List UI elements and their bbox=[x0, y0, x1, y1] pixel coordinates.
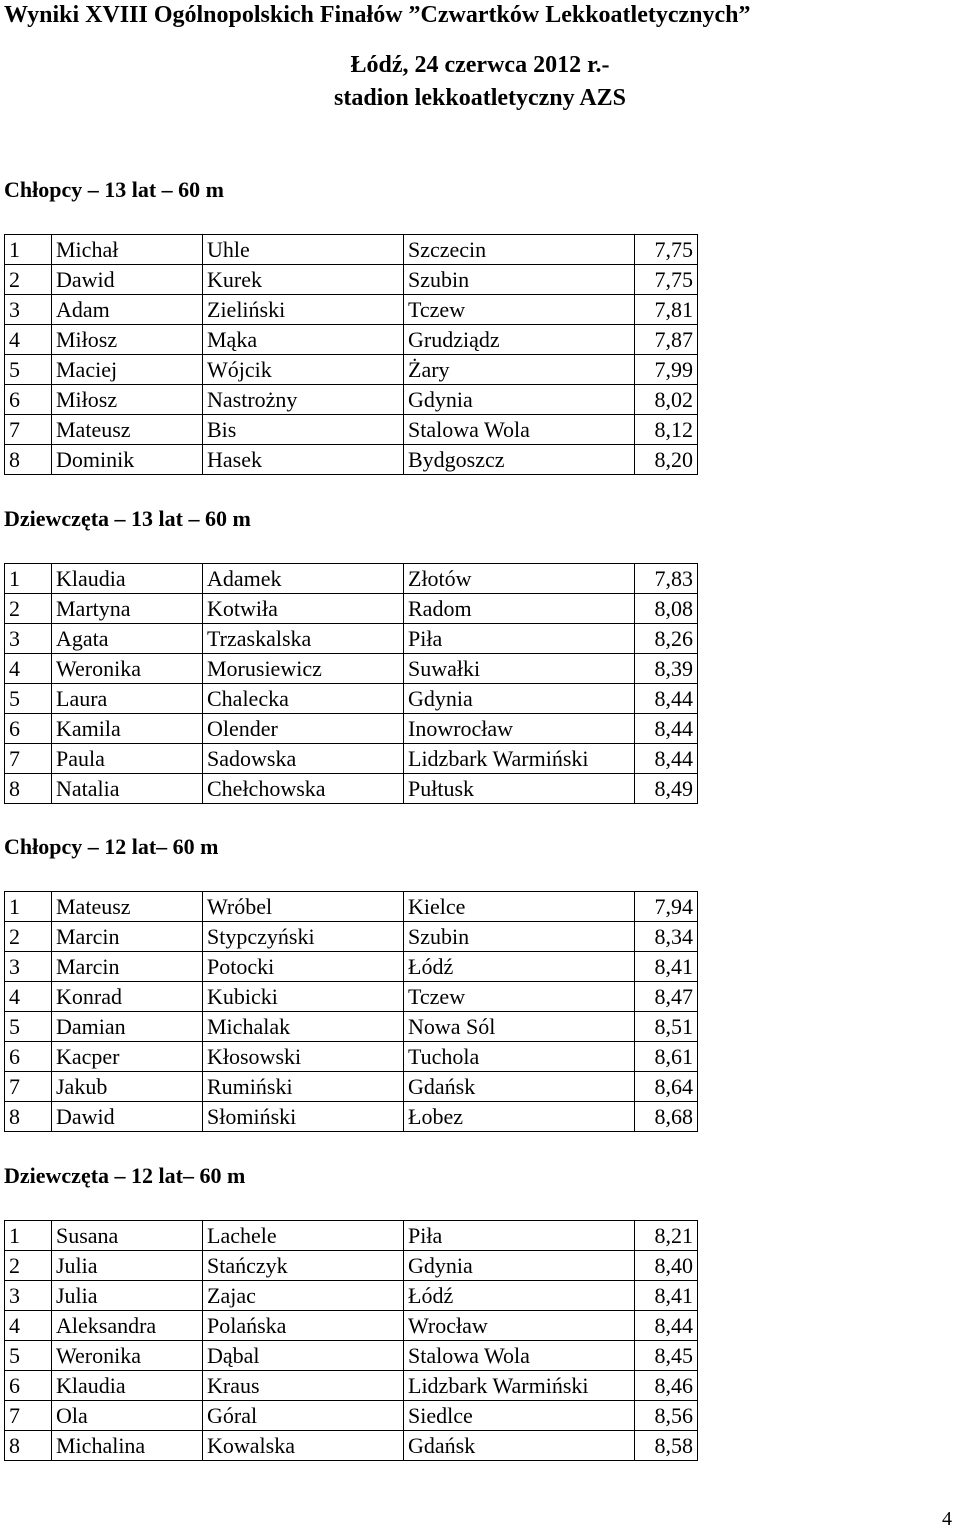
time-cell: 7,94 bbox=[635, 892, 698, 922]
place-cell: 3 bbox=[5, 952, 52, 982]
last-name-cell: Olender bbox=[203, 714, 404, 744]
time-cell: 8,51 bbox=[635, 1012, 698, 1042]
document-subtitle-venue: stadion lekkoatletyczny AZS bbox=[333, 85, 627, 111]
last-name-cell: Słomiński bbox=[203, 1102, 404, 1132]
table-row bbox=[5, 1072, 698, 1102]
time-cell: 8,40 bbox=[635, 1251, 698, 1281]
table-row bbox=[5, 774, 698, 804]
time-cell: 7,75 bbox=[635, 265, 698, 295]
city-cell: Stalowa Wola bbox=[404, 415, 635, 445]
city-cell: Szubin bbox=[404, 922, 635, 952]
time-cell: 8,12 bbox=[635, 415, 698, 445]
first-name-cell: Marcin bbox=[52, 922, 203, 952]
first-name-cell: Julia bbox=[52, 1281, 203, 1311]
last-name-cell: Uhle bbox=[203, 235, 404, 265]
city-cell: Stalowa Wola bbox=[404, 1341, 635, 1371]
city-cell: Kielce bbox=[404, 892, 635, 922]
last-name-cell: Chełchowska bbox=[203, 774, 404, 804]
table-row bbox=[5, 684, 698, 714]
time-cell: 8,26 bbox=[635, 624, 698, 654]
city-cell: Tczew bbox=[404, 295, 635, 325]
table-row bbox=[5, 325, 698, 355]
time-cell: 8,21 bbox=[635, 1221, 698, 1251]
last-name-cell: Nastrożny bbox=[203, 385, 404, 415]
last-name-cell: Kowalska bbox=[203, 1431, 404, 1461]
time-cell: 8,44 bbox=[635, 684, 698, 714]
place-cell: 3 bbox=[5, 624, 52, 654]
city-cell: Łódź bbox=[404, 952, 635, 982]
table-row bbox=[5, 1042, 698, 1072]
last-name-cell: Michalak bbox=[203, 1012, 404, 1042]
table-row bbox=[5, 1401, 698, 1431]
last-name-cell: Kłosowski bbox=[203, 1042, 404, 1072]
place-cell: 6 bbox=[5, 1371, 52, 1401]
time-cell: 8,34 bbox=[635, 922, 698, 952]
city-cell: Łódź bbox=[404, 1281, 635, 1311]
city-cell: Lidzbark Warmiński bbox=[404, 744, 635, 774]
table-row bbox=[5, 1012, 698, 1042]
time-cell: 7,99 bbox=[635, 355, 698, 385]
place-cell: 5 bbox=[5, 684, 52, 714]
first-name-cell: Ola bbox=[52, 1401, 203, 1431]
city-cell: Nowa Sól bbox=[404, 1012, 635, 1042]
table-row bbox=[5, 892, 698, 922]
city-cell: Grudziądz bbox=[404, 325, 635, 355]
first-name-cell: Damian bbox=[52, 1012, 203, 1042]
first-name-cell: Paula bbox=[52, 744, 203, 774]
place-cell: 2 bbox=[5, 265, 52, 295]
place-cell: 2 bbox=[5, 922, 52, 952]
last-name-cell: Adamek bbox=[203, 564, 404, 594]
section-heading: Chłopcy – 13 lat – 60 m bbox=[4, 177, 224, 202]
first-name-cell: Dominik bbox=[52, 445, 203, 475]
table-row bbox=[5, 594, 698, 624]
city-cell: Żary bbox=[404, 355, 635, 385]
city-cell: Inowrocław bbox=[404, 714, 635, 744]
table-row bbox=[5, 1221, 698, 1251]
last-name-cell: Mąka bbox=[203, 325, 404, 355]
place-cell: 8 bbox=[5, 774, 52, 804]
last-name-cell: Kurek bbox=[203, 265, 404, 295]
time-cell: 8,44 bbox=[635, 714, 698, 744]
city-cell: Suwałki bbox=[404, 654, 635, 684]
first-name-cell: Kacper bbox=[52, 1042, 203, 1072]
city-cell: Tuchola bbox=[404, 1042, 635, 1072]
first-name-cell: Michalina bbox=[52, 1431, 203, 1461]
time-cell: 7,75 bbox=[635, 235, 698, 265]
first-name-cell: Dawid bbox=[52, 265, 203, 295]
time-cell: 8,61 bbox=[635, 1042, 698, 1072]
page-number: 4 bbox=[942, 1508, 952, 1530]
results-table bbox=[4, 891, 698, 1132]
time-cell: 8,20 bbox=[635, 445, 698, 475]
table-row bbox=[5, 235, 698, 265]
table-row bbox=[5, 295, 698, 325]
time-cell: 8,46 bbox=[635, 1371, 698, 1401]
time-cell: 8,41 bbox=[635, 1281, 698, 1311]
time-cell: 8,45 bbox=[635, 1341, 698, 1371]
last-name-cell: Kubicki bbox=[203, 982, 404, 1012]
city-cell: Szubin bbox=[404, 265, 635, 295]
first-name-cell: Laura bbox=[52, 684, 203, 714]
section-heading: Chłopcy – 12 lat– 60 m bbox=[4, 834, 219, 859]
last-name-cell: Wójcik bbox=[203, 355, 404, 385]
city-cell: Gdańsk bbox=[404, 1072, 635, 1102]
first-name-cell: Marcin bbox=[52, 952, 203, 982]
last-name-cell: Lachele bbox=[203, 1221, 404, 1251]
results-table bbox=[4, 234, 698, 475]
table-row bbox=[5, 355, 698, 385]
time-cell: 8,02 bbox=[635, 385, 698, 415]
first-name-cell: Kamila bbox=[52, 714, 203, 744]
results-table bbox=[4, 563, 698, 804]
last-name-cell: Kraus bbox=[203, 1371, 404, 1401]
table-row bbox=[5, 415, 698, 445]
place-cell: 6 bbox=[5, 1042, 52, 1072]
last-name-cell: Polańska bbox=[203, 1311, 404, 1341]
city-cell: Łobez bbox=[404, 1102, 635, 1132]
first-name-cell: Aleksandra bbox=[52, 1311, 203, 1341]
first-name-cell: Mateusz bbox=[52, 415, 203, 445]
first-name-cell: Maciej bbox=[52, 355, 203, 385]
place-cell: 7 bbox=[5, 744, 52, 774]
table-row bbox=[5, 1102, 698, 1132]
last-name-cell: Kotwiła bbox=[203, 594, 404, 624]
time-cell: 8,44 bbox=[635, 1311, 698, 1341]
city-cell: Gdynia bbox=[404, 684, 635, 714]
table-row bbox=[5, 1311, 698, 1341]
time-cell: 8,49 bbox=[635, 774, 698, 804]
time-cell: 8,68 bbox=[635, 1102, 698, 1132]
last-name-cell: Góral bbox=[203, 1401, 404, 1431]
city-cell: Szczecin bbox=[404, 235, 635, 265]
place-cell: 5 bbox=[5, 355, 52, 385]
first-name-cell: Klaudia bbox=[52, 1371, 203, 1401]
city-cell: Wrocław bbox=[404, 1311, 635, 1341]
table-row bbox=[5, 1251, 698, 1281]
time-cell: 7,81 bbox=[635, 295, 698, 325]
first-name-cell: Agata bbox=[52, 624, 203, 654]
last-name-cell: Rumiński bbox=[203, 1072, 404, 1102]
place-cell: 2 bbox=[5, 1251, 52, 1281]
time-cell: 8,58 bbox=[635, 1431, 698, 1461]
time-cell: 8,44 bbox=[635, 744, 698, 774]
place-cell: 1 bbox=[5, 892, 52, 922]
first-name-cell: Michał bbox=[52, 235, 203, 265]
place-cell: 5 bbox=[5, 1341, 52, 1371]
document-subtitle-date: Łódź, 24 czerwca 2012 r.- bbox=[350, 52, 610, 78]
place-cell: 7 bbox=[5, 1401, 52, 1431]
table-row bbox=[5, 1341, 698, 1371]
section-heading: Dziewczęta – 12 lat– 60 m bbox=[4, 1163, 246, 1188]
table-row bbox=[5, 982, 698, 1012]
city-cell: Pułtusk bbox=[404, 774, 635, 804]
table-row bbox=[5, 385, 698, 415]
time-cell: 7,87 bbox=[635, 325, 698, 355]
time-cell: 8,47 bbox=[635, 982, 698, 1012]
table-row bbox=[5, 952, 698, 982]
place-cell: 7 bbox=[5, 415, 52, 445]
place-cell: 1 bbox=[5, 1221, 52, 1251]
last-name-cell: Zajac bbox=[203, 1281, 404, 1311]
last-name-cell: Dąbal bbox=[203, 1341, 404, 1371]
place-cell: 4 bbox=[5, 1311, 52, 1341]
last-name-cell: Stypczyński bbox=[203, 922, 404, 952]
table-row bbox=[5, 1371, 698, 1401]
place-cell: 1 bbox=[5, 564, 52, 594]
place-cell: 8 bbox=[5, 1431, 52, 1461]
place-cell: 1 bbox=[5, 235, 52, 265]
first-name-cell: Susana bbox=[52, 1221, 203, 1251]
city-cell: Tczew bbox=[404, 982, 635, 1012]
table-row bbox=[5, 445, 698, 475]
first-name-cell: Miłosz bbox=[52, 325, 203, 355]
place-cell: 3 bbox=[5, 295, 52, 325]
first-name-cell: Konrad bbox=[52, 982, 203, 1012]
place-cell: 3 bbox=[5, 1281, 52, 1311]
last-name-cell: Trzaskalska bbox=[203, 624, 404, 654]
table-row bbox=[5, 714, 698, 744]
table-row bbox=[5, 922, 698, 952]
table-row bbox=[5, 654, 698, 684]
results-table bbox=[4, 1220, 698, 1461]
last-name-cell: Zieliński bbox=[203, 295, 404, 325]
table-row bbox=[5, 1281, 698, 1311]
last-name-cell: Hasek bbox=[203, 445, 404, 475]
city-cell: Gdańsk bbox=[404, 1431, 635, 1461]
first-name-cell: Dawid bbox=[52, 1102, 203, 1132]
city-cell: Piła bbox=[404, 624, 635, 654]
city-cell: Piła bbox=[404, 1221, 635, 1251]
last-name-cell: Bis bbox=[203, 415, 404, 445]
city-cell: Gdynia bbox=[404, 385, 635, 415]
last-name-cell: Sadowska bbox=[203, 744, 404, 774]
city-cell: Radom bbox=[404, 594, 635, 624]
time-cell: 8,64 bbox=[635, 1072, 698, 1102]
first-name-cell: Weronika bbox=[52, 1341, 203, 1371]
time-cell: 8,41 bbox=[635, 952, 698, 982]
table-row bbox=[5, 744, 698, 774]
first-name-cell: Jakub bbox=[52, 1072, 203, 1102]
place-cell: 7 bbox=[5, 1072, 52, 1102]
table-row bbox=[5, 1431, 698, 1461]
last-name-cell: Wróbel bbox=[203, 892, 404, 922]
place-cell: 5 bbox=[5, 1012, 52, 1042]
city-cell: Bydgoszcz bbox=[404, 445, 635, 475]
city-cell: Siedlce bbox=[404, 1401, 635, 1431]
first-name-cell: Julia bbox=[52, 1251, 203, 1281]
city-cell: Gdynia bbox=[404, 1251, 635, 1281]
first-name-cell: Mateusz bbox=[52, 892, 203, 922]
first-name-cell: Martyna bbox=[52, 594, 203, 624]
section-heading: Dziewczęta – 13 lat – 60 m bbox=[4, 506, 251, 531]
place-cell: 4 bbox=[5, 654, 52, 684]
place-cell: 6 bbox=[5, 385, 52, 415]
last-name-cell: Chalecka bbox=[203, 684, 404, 714]
last-name-cell: Stańczyk bbox=[203, 1251, 404, 1281]
place-cell: 6 bbox=[5, 714, 52, 744]
place-cell: 4 bbox=[5, 325, 52, 355]
city-cell: Lidzbark Warmiński bbox=[404, 1371, 635, 1401]
table-row bbox=[5, 624, 698, 654]
document-title: Wyniki XVIII Ogólnopolskich Finałów ”Czwartków Lekkoatletycznych” bbox=[4, 2, 751, 28]
time-cell: 8,08 bbox=[635, 594, 698, 624]
last-name-cell: Morusiewicz bbox=[203, 654, 404, 684]
place-cell: 8 bbox=[5, 445, 52, 475]
place-cell: 4 bbox=[5, 982, 52, 1012]
first-name-cell: Adam bbox=[52, 295, 203, 325]
last-name-cell: Potocki bbox=[203, 952, 404, 982]
table-row bbox=[5, 265, 698, 295]
time-cell: 8,39 bbox=[635, 654, 698, 684]
first-name-cell: Miłosz bbox=[52, 385, 203, 415]
first-name-cell: Natalia bbox=[52, 774, 203, 804]
table-row bbox=[5, 564, 698, 594]
time-cell: 8,56 bbox=[635, 1401, 698, 1431]
first-name-cell: Weronika bbox=[52, 654, 203, 684]
time-cell: 7,83 bbox=[635, 564, 698, 594]
city-cell: Złotów bbox=[404, 564, 635, 594]
place-cell: 8 bbox=[5, 1102, 52, 1132]
first-name-cell: Klaudia bbox=[52, 564, 203, 594]
place-cell: 2 bbox=[5, 594, 52, 624]
